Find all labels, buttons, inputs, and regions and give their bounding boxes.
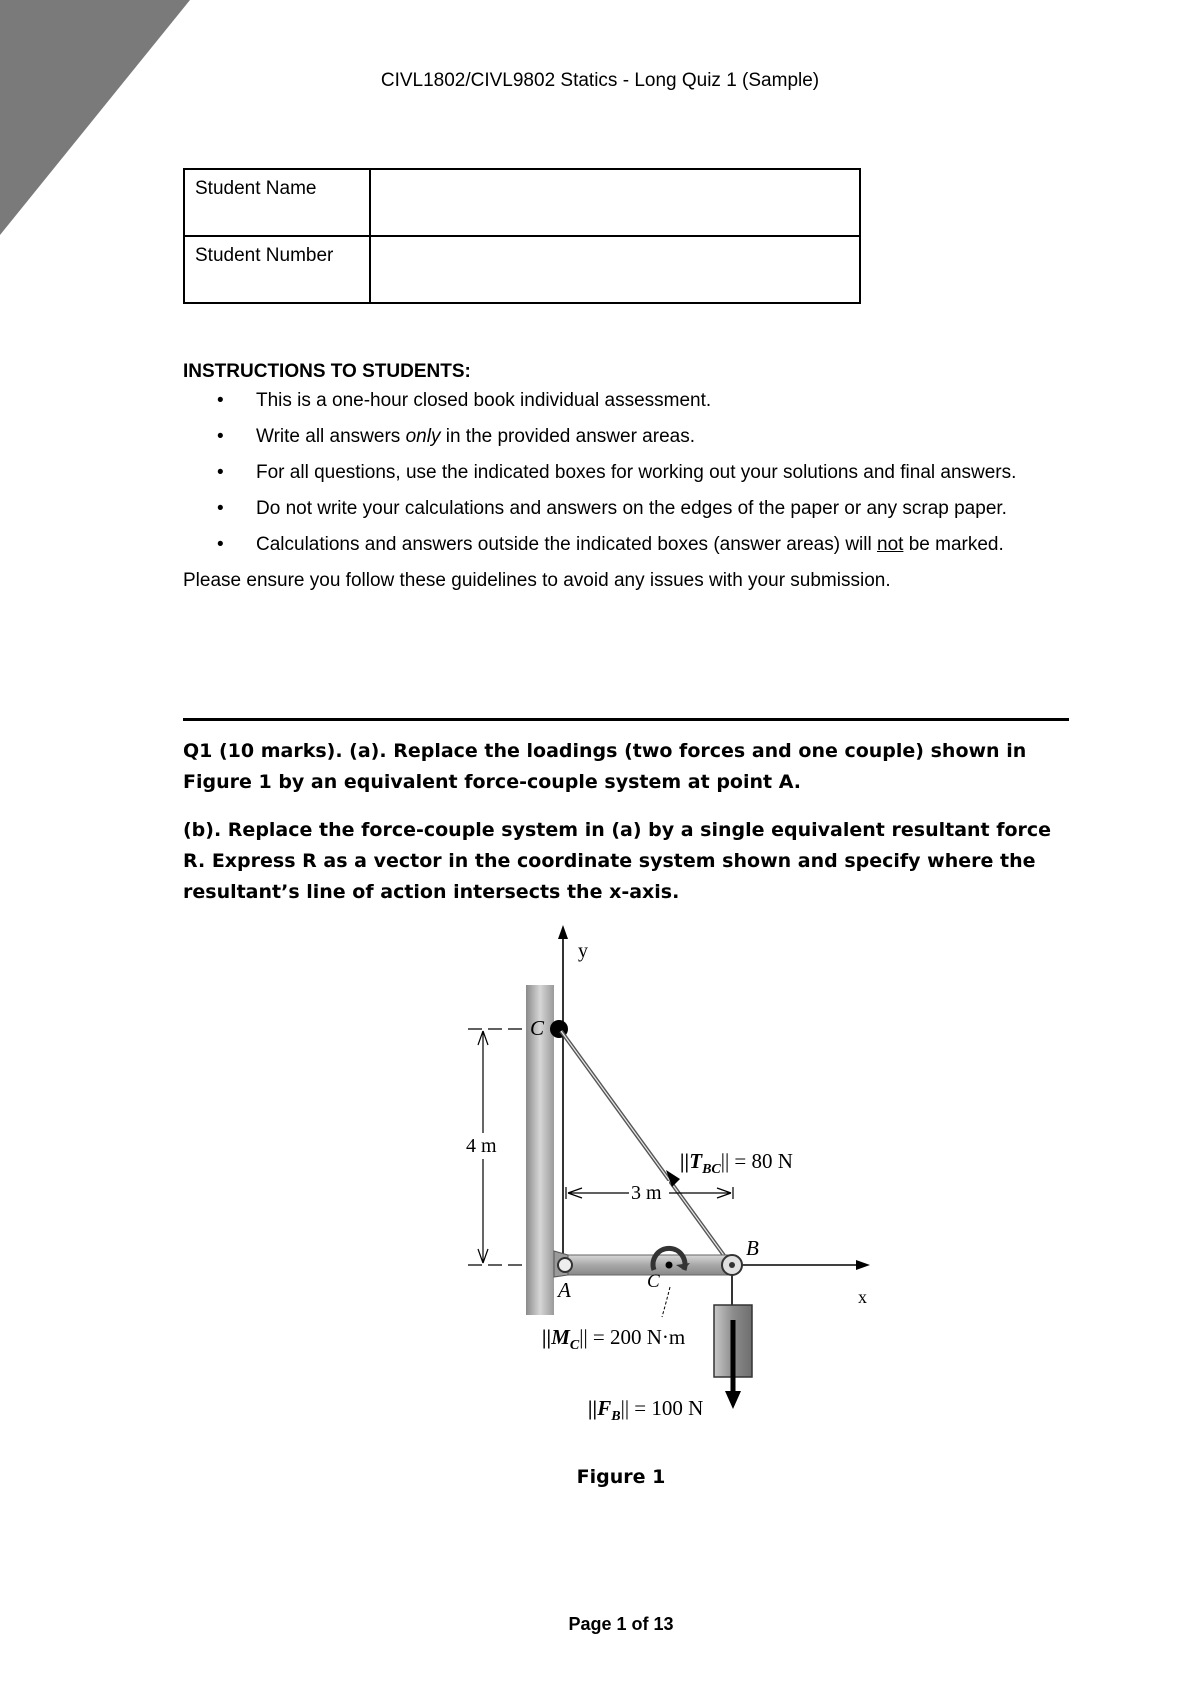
student-number-label: Student Number bbox=[184, 236, 370, 303]
question-1-part-a: Q1 (10 marks). (a). Replace the loadings (two forces and one couple) shown in Figure 1 by an equivalent force-couple system at point A. bbox=[183, 740, 1027, 793]
instructions-title: INSTRUCTIONS TO STUDENTS: bbox=[183, 361, 471, 382]
pin-a bbox=[558, 1258, 572, 1272]
span-dimension-label: 3 m bbox=[631, 1182, 662, 1204]
instruction-text: This is a one-hour closed book individual assessment. bbox=[256, 390, 712, 411]
instruction-item bbox=[183, 533, 1063, 557]
instruction-text: Write all answers bbox=[256, 426, 406, 447]
instruction-text: For all questions, use the indicated boxes for working out your solutions and final answers. bbox=[256, 462, 1017, 483]
x-axis-label: x bbox=[858, 1287, 867, 1307]
instruction-text: be marked. bbox=[903, 534, 1004, 555]
instructions-list bbox=[183, 389, 1063, 557]
instruction-item bbox=[183, 389, 1063, 413]
moment-label: $||M_C|| = 200$ N·m bbox=[542, 1325, 686, 1353]
point-c-label: C bbox=[530, 1016, 545, 1040]
instruction-text: Calculations and answers outside the indicated boxes (answer areas) will bbox=[256, 534, 877, 555]
bullet-icon: • bbox=[217, 390, 224, 411]
y-axis-arrow-icon bbox=[558, 925, 568, 939]
student-info-table bbox=[183, 168, 861, 304]
bullet-icon: • bbox=[217, 462, 224, 483]
part-b-symbol: R bbox=[302, 850, 317, 872]
instruction-item bbox=[183, 497, 1063, 521]
bullet-icon: • bbox=[217, 426, 224, 447]
student-number-field[interactable] bbox=[370, 236, 860, 303]
figure-caption: Figure 1 bbox=[576, 1466, 666, 1488]
page-footer: Page 1 of 13 bbox=[568, 1614, 674, 1634]
point-a-label: A bbox=[558, 1278, 571, 1302]
instruction-underline: not bbox=[877, 534, 904, 555]
x-axis-arrow-icon bbox=[856, 1260, 870, 1270]
corner-decoration bbox=[0, 0, 190, 235]
page-header: CIVL1802/CIVL9802 Statics - Long Quiz 1 (Sample) bbox=[380, 70, 820, 91]
instruction-item bbox=[183, 461, 1063, 485]
instructions-closing: Please ensure you follow these guidelines to avoid any issues with your submission. bbox=[183, 570, 891, 591]
bullet-icon: • bbox=[217, 534, 224, 555]
height-dimension-label: 4 m bbox=[466, 1135, 497, 1157]
section-divider bbox=[183, 718, 1069, 721]
tension-label: $||T_{BC}|| = 80$ N bbox=[680, 1149, 793, 1177]
instruction-text: in the provided answer areas. bbox=[440, 426, 695, 447]
part-b-text: . Express bbox=[197, 850, 303, 872]
part-b-text: as a vector in the coordinate system shown and specify where the resultant’s line of action intersects the x-axis. bbox=[183, 850, 1036, 903]
part-b-text: (b). Replace the force-couple system in (a) by a single equivalent resultant force bbox=[183, 819, 1052, 841]
student-name-label: Student Name bbox=[184, 169, 370, 236]
force-label: $||F_B|| = 100$ N bbox=[588, 1396, 704, 1420]
question-1-part-b bbox=[183, 815, 1063, 908]
figure-1-diagram bbox=[440, 925, 880, 1420]
weight-arrow-icon bbox=[725, 1391, 741, 1409]
instruction-text: Do not write your calculations and answers on the edges of the paper or any scrap paper. bbox=[256, 498, 1007, 519]
y-axis-label: y bbox=[578, 940, 588, 962]
bullet-icon: • bbox=[217, 498, 224, 519]
student-name-field[interactable] bbox=[370, 169, 860, 236]
moment-leader-line bbox=[662, 1287, 670, 1317]
question-1 bbox=[183, 736, 1063, 925]
couple-c-label: C bbox=[647, 1271, 660, 1292]
instruction-item bbox=[183, 425, 1063, 449]
part-b-symbol: R bbox=[183, 850, 198, 872]
instructions-section bbox=[183, 360, 1063, 593]
point-b-label: B bbox=[746, 1236, 759, 1260]
instruction-emphasis: only bbox=[405, 426, 441, 447]
